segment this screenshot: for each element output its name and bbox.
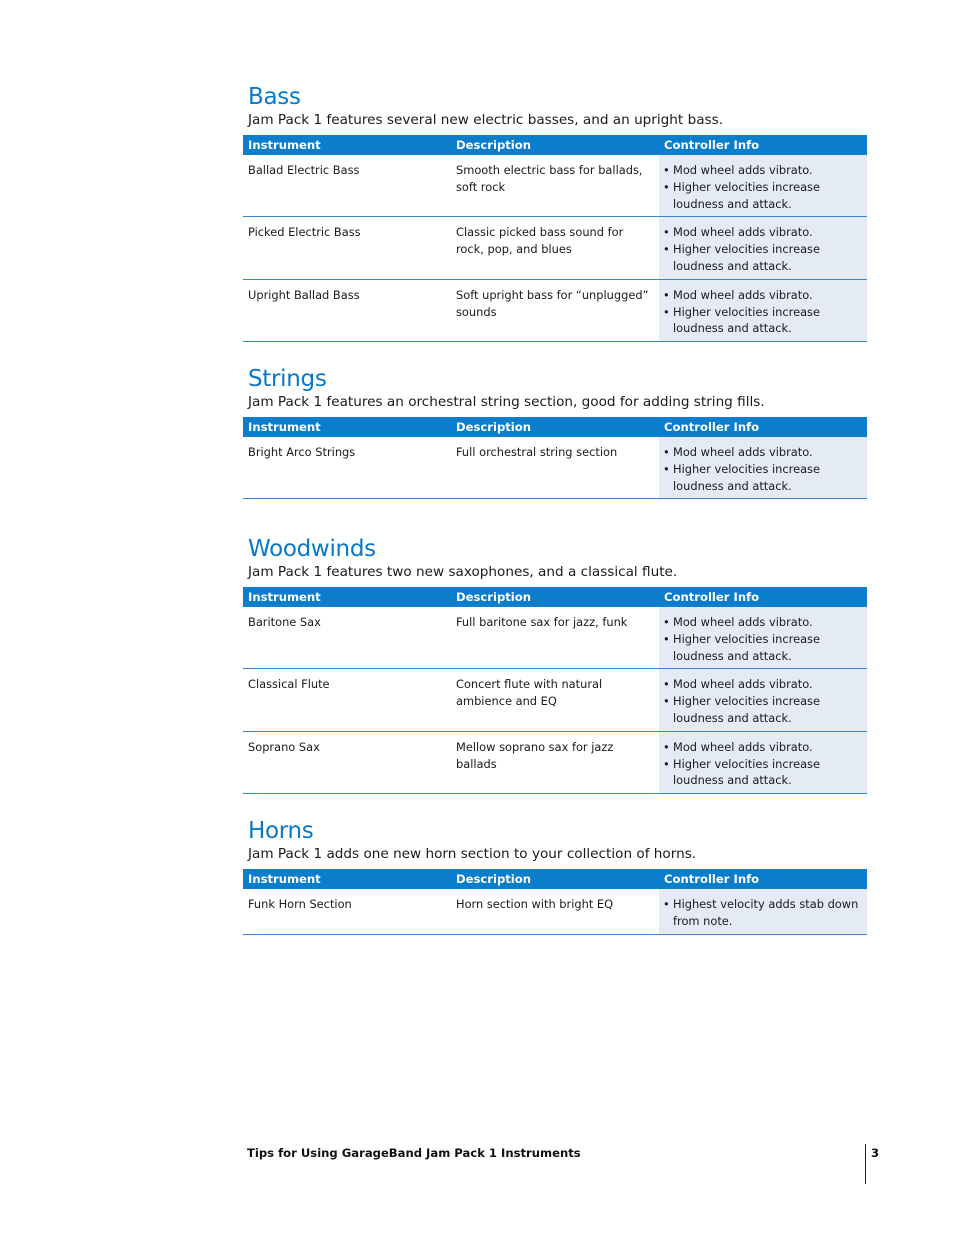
section-bass xyxy=(243,84,867,342)
footer-divider xyxy=(865,1144,866,1184)
cell-description: Full baritone sax for jazz, funk xyxy=(456,615,628,629)
controller-info-item: • Mod wheel adds vibrato. xyxy=(663,287,862,304)
cell-instrument: Ballad Electric Bass xyxy=(248,163,360,177)
cell-controller-info xyxy=(659,279,867,341)
table-row xyxy=(243,669,867,731)
cell-instrument: Upright Ballad Bass xyxy=(248,287,360,302)
cell-controller-info xyxy=(659,437,867,499)
cell-controller-info xyxy=(659,731,867,793)
table-row xyxy=(243,279,867,341)
section-woodwinds xyxy=(243,536,867,794)
cell-instrument: Funk Horn Section xyxy=(248,897,352,911)
cell-instrument: Picked Electric Bass xyxy=(248,225,361,240)
controller-info-item: • Higher velocities increase loudness and attack. xyxy=(663,756,862,790)
cell-controller-info xyxy=(659,607,867,669)
cell-instrument: Classical Flute xyxy=(248,677,330,692)
controller-info-item: • Higher velocities increase loudness and attack. xyxy=(663,179,862,213)
section-strings xyxy=(243,366,867,499)
section-title: Strings xyxy=(248,366,327,392)
controller-info-item: • Mod wheel adds vibrato. xyxy=(663,739,862,756)
controller-info-item: • Mod wheel adds vibrato. xyxy=(663,676,862,693)
header-description: Description xyxy=(451,869,659,889)
table-header-row xyxy=(243,869,867,889)
header-controller-info: Controller Info xyxy=(659,135,867,155)
section-title: Bass xyxy=(248,84,301,110)
header-controller-info: Controller Info xyxy=(659,587,867,607)
controller-info-item: • Highest velocity adds stab down from note. xyxy=(663,896,862,930)
controller-info-item: • Higher velocities increase loudness and attack. xyxy=(663,304,862,338)
table-row xyxy=(243,155,867,217)
controller-info-item: • Mod wheel adds vibrato. xyxy=(663,162,862,179)
table-row xyxy=(243,889,867,934)
instrument-table xyxy=(243,135,867,342)
table-header-row xyxy=(243,417,867,437)
cell-controller-info xyxy=(659,889,867,934)
controller-info-item: • Higher velocities increase loudness and attack. xyxy=(663,461,862,495)
section-horns xyxy=(243,818,867,935)
table-header-row xyxy=(243,135,867,155)
header-description: Description xyxy=(451,135,659,155)
header-description: Description xyxy=(451,587,659,607)
controller-info-item: • Higher velocities increase loudness and attack. xyxy=(663,241,862,275)
table-header-row xyxy=(243,587,867,607)
cell-controller-info xyxy=(659,155,867,217)
cell-controller-info xyxy=(659,217,867,279)
instrument-table xyxy=(243,869,867,935)
header-instrument: Instrument xyxy=(243,587,451,607)
header-instrument: Instrument xyxy=(243,869,451,889)
cell-description: Full orchestral string section xyxy=(456,445,618,459)
section-title: Woodwinds xyxy=(248,536,376,562)
controller-info-item: • Mod wheel adds vibrato. xyxy=(663,614,862,631)
section-intro: Jam Pack 1 adds one new horn section to your collection of horns. xyxy=(248,846,697,862)
section-intro: Jam Pack 1 features an orchestral string section, good for adding string fills. xyxy=(248,394,765,410)
table-row xyxy=(243,217,867,279)
controller-info-item: • Higher velocities increase loudness and attack. xyxy=(663,631,862,665)
footer-title: Tips for Using GarageBand Jam Pack 1 Instruments xyxy=(247,1146,581,1160)
cell-description: Horn section with bright EQ xyxy=(456,897,614,911)
section-title: Horns xyxy=(248,818,314,844)
instrument-table xyxy=(243,417,867,499)
header-controller-info: Controller Info xyxy=(659,417,867,437)
table-row xyxy=(243,731,867,793)
page-number: 3 xyxy=(871,1146,880,1160)
cell-description: Classic picked bass sound for rock, pop, and blues xyxy=(456,225,624,257)
cell-description: Mellow soprano sax for jazz ballads xyxy=(456,739,614,771)
section-intro: Jam Pack 1 features several new electric basses, and an upright bass. xyxy=(248,112,724,128)
table-row xyxy=(243,437,867,499)
table-row xyxy=(243,607,867,669)
header-instrument: Instrument xyxy=(243,417,451,437)
section-intro: Jam Pack 1 features two new saxophones, and a classical flute. xyxy=(248,564,678,580)
controller-info-item: • Mod wheel adds vibrato. xyxy=(663,224,862,241)
cell-instrument: Soprano Sax xyxy=(248,739,320,754)
header-controller-info: Controller Info xyxy=(659,869,867,889)
controller-info-item: • Mod wheel adds vibrato. xyxy=(663,444,862,461)
cell-description: Soft upright bass for “unplugged” sounds xyxy=(456,287,649,319)
cell-instrument: Bright Arco Strings xyxy=(248,445,356,459)
controller-info-item: • Higher velocities increase loudness and attack. xyxy=(663,693,862,727)
cell-description: Smooth electric bass for ballads, soft rock xyxy=(456,163,643,194)
header-instrument: Instrument xyxy=(243,135,451,155)
instrument-table xyxy=(243,587,867,794)
cell-instrument: Baritone Sax xyxy=(248,615,321,629)
header-description: Description xyxy=(451,417,659,437)
cell-controller-info xyxy=(659,669,867,731)
cell-description: Concert flute with natural ambience and EQ xyxy=(456,677,603,709)
